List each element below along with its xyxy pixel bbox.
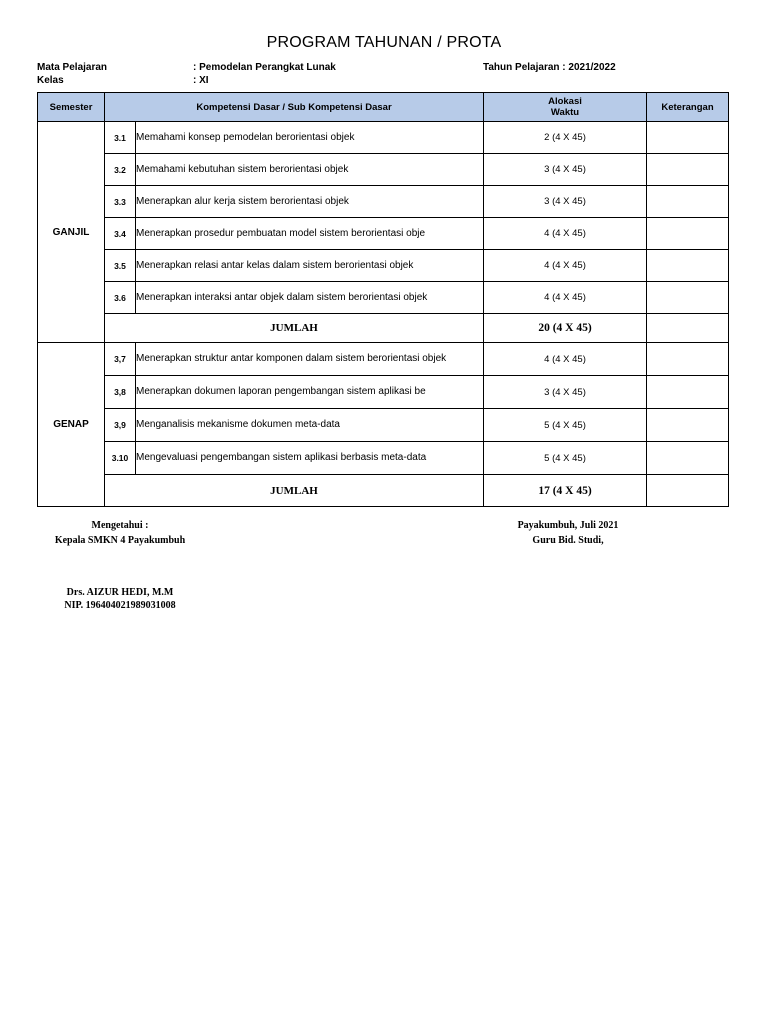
- keterangan-cell: [647, 343, 729, 376]
- table-row: [38, 376, 729, 409]
- alokasi-value: 3 (4 X 45): [484, 186, 647, 218]
- table-header-row: [38, 93, 729, 122]
- kepala-sekolah-nip: NIP. 196404021989031008: [64, 600, 176, 611]
- header-alokasi: [484, 93, 647, 122]
- kd-number: 3.5: [105, 250, 136, 282]
- semester-ganjil: GANJIL: [38, 122, 105, 343]
- header-keterangan: Keterangan: [647, 93, 729, 122]
- header-kompetensi: Kompetensi Dasar / Sub Kompetensi Dasar: [105, 93, 484, 122]
- kd-text: Menerapkan dokumen laporan pengembangan sistem aplikasi be: [136, 376, 484, 409]
- table-row: [38, 122, 729, 154]
- alokasi-value: 4 (4 X 45): [484, 250, 647, 282]
- jumlah-value: 20 (4 X 45): [484, 314, 647, 343]
- kepala-sekolah-name: Drs. AIZUR HEDI, M.M: [66, 587, 174, 598]
- alokasi-value: 4 (4 X 45): [484, 282, 647, 314]
- guru-bid-studi: Guru Bid. Studi,: [532, 535, 604, 546]
- kd-text: Memahami kebutuhan sistem berorientasi objek: [136, 154, 484, 186]
- alokasi-value: 5 (4 X 45): [484, 442, 647, 475]
- table-row: [38, 218, 729, 250]
- alokasi-value: 3 (4 X 45): [484, 154, 647, 186]
- header-semester: Semester: [38, 93, 105, 122]
- jumlah-keterangan: [647, 314, 729, 343]
- kd-text: Menerapkan alur kerja sistem berorientasi objek: [136, 186, 484, 218]
- alokasi-value: 2 (4 X 45): [484, 122, 647, 154]
- kd-number: 3.4: [105, 218, 136, 250]
- document-title: PROGRAM TAHUNAN / PROTA: [266, 34, 502, 51]
- header-alokasi-line1: Alokasi: [548, 96, 582, 107]
- kd-text: Menerapkan prosedur pembuatan model sistem berorientasi obje: [136, 218, 484, 250]
- kd-number: 3.6: [105, 282, 136, 314]
- jumlah-value: 17 (4 X 45): [484, 475, 647, 507]
- keterangan-cell: [647, 409, 729, 442]
- keterangan-cell: [647, 376, 729, 409]
- kd-text: Menerapkan struktur antar komponen dalam sistem berorientasi objek: [136, 343, 484, 376]
- mengetahui-label: Mengetahui :: [91, 520, 149, 531]
- keterangan-cell: [647, 186, 729, 218]
- jumlah-label: JUMLAH: [105, 475, 484, 507]
- jumlah-keterangan: [647, 475, 729, 507]
- kd-text: Menganalisis mekanisme dokumen meta-data: [136, 409, 484, 442]
- kd-number: 3,9: [105, 409, 136, 442]
- mata-pelajaran-label: Mata Pelajaran: [37, 62, 108, 73]
- table-row: [38, 409, 729, 442]
- kd-text: Mengevaluasi pengembangan sistem aplikasi berbasis meta-data: [136, 442, 484, 475]
- kd-number: 3,7: [105, 343, 136, 376]
- keterangan-cell: [647, 442, 729, 475]
- kd-number: 3,8: [105, 376, 136, 409]
- jumlah-label: JUMLAH: [105, 314, 484, 343]
- table-row: [38, 154, 729, 186]
- alokasi-value: 5 (4 X 45): [484, 409, 647, 442]
- kd-text: Menerapkan relasi antar kelas dalam sistem berorientasi objek: [136, 250, 484, 282]
- tahun-pelajaran: Tahun Pelajaran : 2021/2022: [483, 62, 616, 73]
- kd-number: 3.10: [105, 442, 136, 475]
- semester-genap: GENAP: [38, 343, 105, 507]
- kd-text: Memahami konsep pemodelan berorientasi objek: [136, 122, 484, 154]
- table-row: [38, 250, 729, 282]
- kepala-sekolah-title: Kepala SMKN 4 Payakumbuh: [54, 535, 186, 546]
- alokasi-value: 4 (4 X 45): [484, 343, 647, 376]
- header-alokasi-line2: Waktu: [550, 107, 580, 118]
- table-row: [38, 282, 729, 314]
- place-date: Payakumbuh, Juli 2021: [517, 520, 619, 531]
- prota-table: [37, 92, 729, 507]
- kd-number: 3.3: [105, 186, 136, 218]
- kd-number: 3.1: [105, 122, 136, 154]
- mata-pelajaran-value: : Pemodelan Perangkat Lunak: [193, 62, 336, 73]
- jumlah-row-genap: [38, 475, 729, 507]
- table-row: [38, 343, 729, 376]
- table-row: [38, 442, 729, 475]
- kd-number: 3.2: [105, 154, 136, 186]
- kelas-value: : XI: [193, 75, 209, 86]
- alokasi-value: 3 (4 X 45): [484, 376, 647, 409]
- kelas-label: Kelas: [37, 75, 64, 86]
- keterangan-cell: [647, 122, 729, 154]
- keterangan-cell: [647, 218, 729, 250]
- keterangan-cell: [647, 250, 729, 282]
- table-row: [38, 186, 729, 218]
- alokasi-value: 4 (4 X 45): [484, 218, 647, 250]
- jumlah-row-ganjil: [38, 314, 729, 343]
- kd-text: Menerapkan interaksi antar objek dalam sistem berorientasi objek: [136, 282, 484, 314]
- keterangan-cell: [647, 154, 729, 186]
- keterangan-cell: [647, 282, 729, 314]
